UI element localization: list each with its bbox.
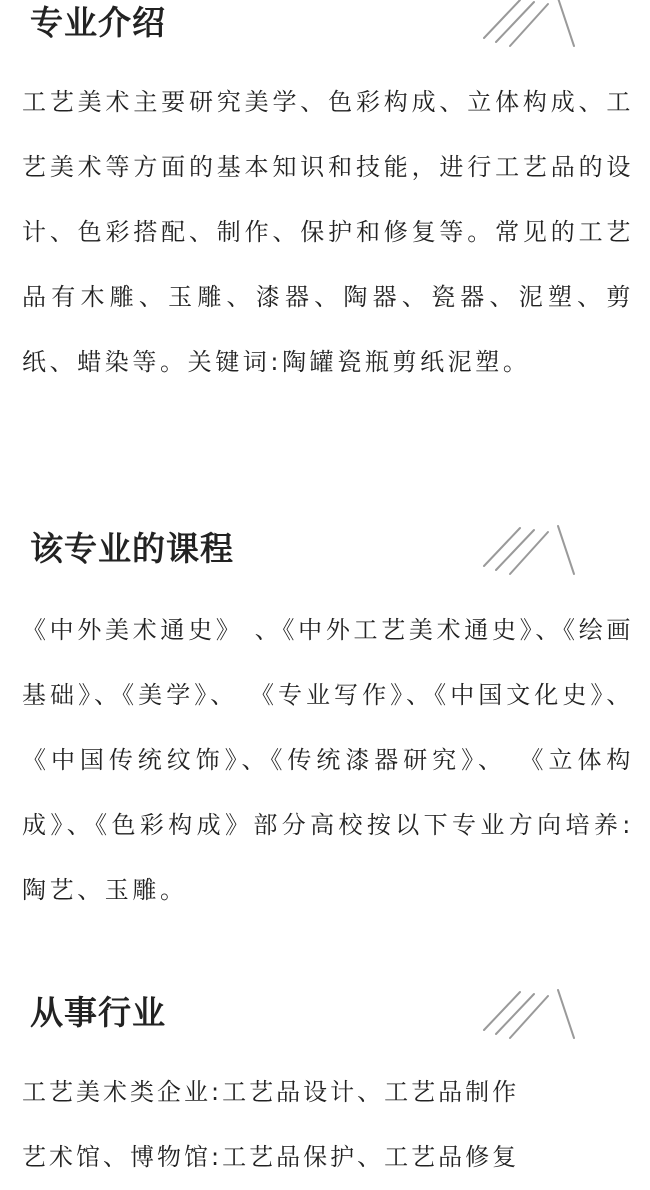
section-title: 专业介绍 (30, 3, 166, 42)
section-title: 该专业的课程 (30, 529, 234, 568)
list-item: 工艺美术类企业:工艺品设计、工艺品制作 (22, 1078, 520, 1106)
diagonal-lines-icon (480, 520, 580, 576)
section-body: 《中外美术通史》 、《中外工艺美术通史》、《绘画基础》、《美学》、 《专业写作》、《中国文化史》、《中国传统纹饰》、《传统漆器研究》、 《立体构成》、《色彩构成》部分高校按以下专业方向培养:陶艺、玉雕。 (22, 616, 634, 904)
diagonal-lines-icon (480, 984, 580, 1040)
industry-list (22, 1060, 634, 1190)
section-title: 从事行业 (30, 993, 166, 1032)
section-body: 工艺美术主要研究美学、色彩构成、立体构成、工艺美术等方面的基本知识和技能，进行工艺品的设计、色彩搭配、制作、保护和修复等。常见的工艺品有木雕、玉雕、漆器、陶器、瓷器、泥塑、剪纸、蜡染等。关键词:陶罐瓷瓶剪纸泥塑。 (22, 88, 634, 376)
list-item: 艺术馆、博物馆:工艺品保护、工艺品修复 (22, 1143, 520, 1171)
diagonal-lines-icon (480, 0, 580, 48)
